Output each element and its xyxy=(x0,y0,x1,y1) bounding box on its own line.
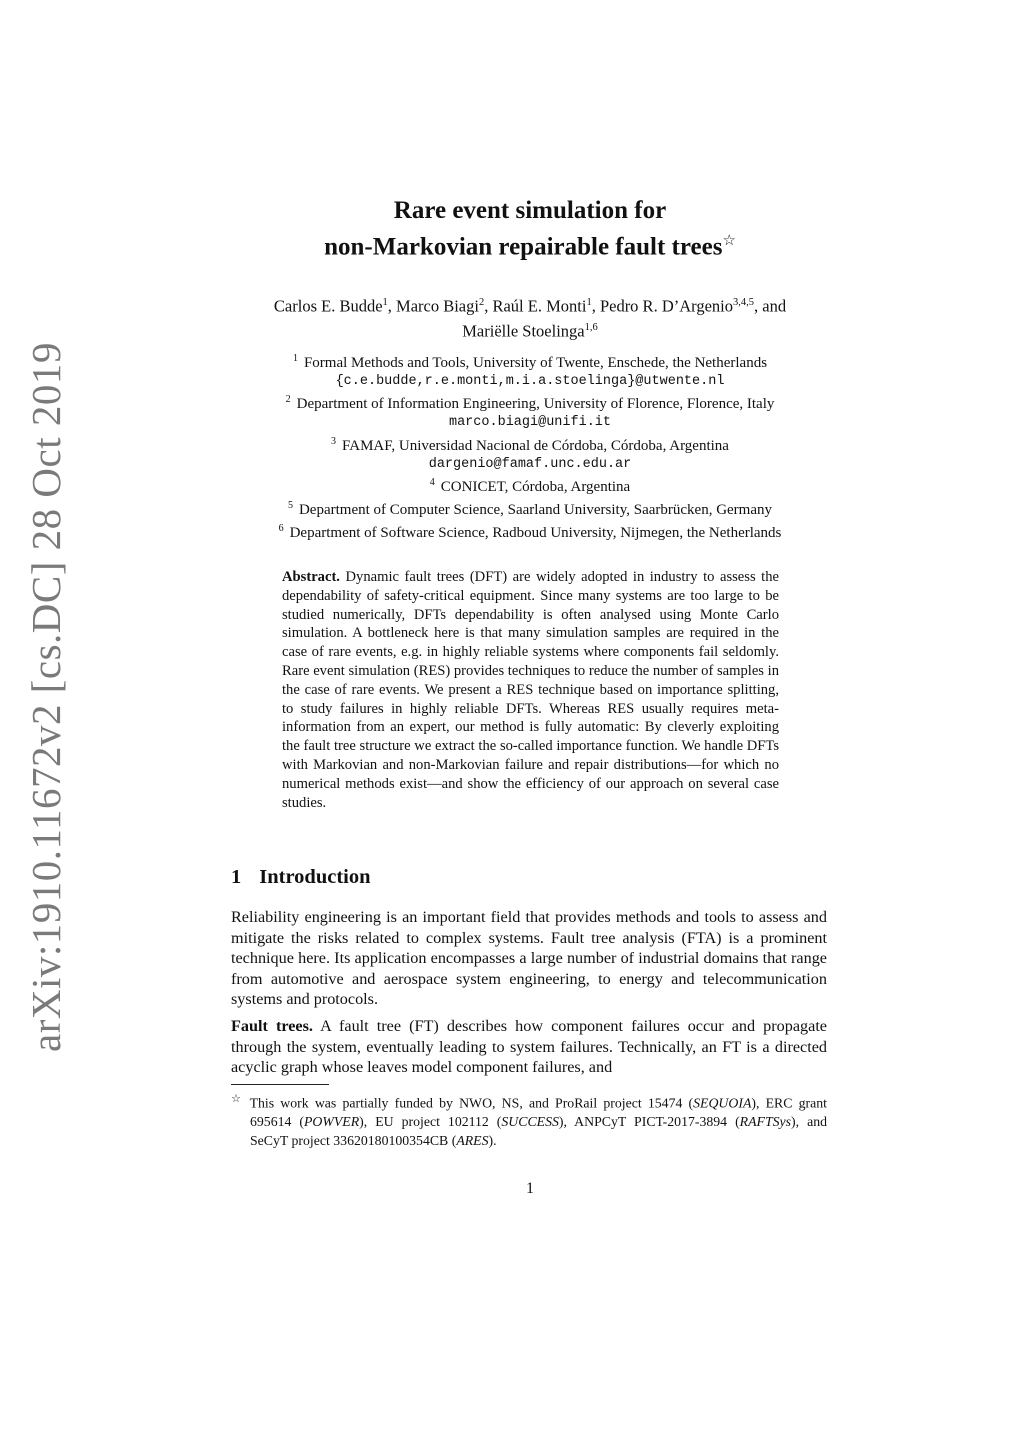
title-line-2 xyxy=(230,226,830,262)
author-name: Raúl E. Monti xyxy=(492,296,587,316)
affiliation-email: dargenio@famaf.unc.edu.ar xyxy=(428,456,632,472)
affiliation-text: Department of Software Science, Radboud University, Nijmegen, the Netherlands xyxy=(289,524,782,541)
affiliation-number: 3 xyxy=(331,435,337,447)
affiliation-number: 1 xyxy=(292,353,298,364)
affiliation xyxy=(230,474,830,497)
footnote xyxy=(231,1090,827,1150)
section-number: 1 xyxy=(231,866,242,888)
affiliation xyxy=(230,433,830,456)
author-name: Marco Biagi xyxy=(396,296,479,316)
paper-title xyxy=(230,195,830,262)
affiliation-number: 5 xyxy=(287,499,293,511)
introduction-body xyxy=(231,907,827,1084)
affiliation-text: Department of Information Engineering, University of Florence, Florence, Italy xyxy=(296,396,775,413)
author-name: Mariëlle Stoelinga xyxy=(462,321,585,340)
author-name: Carlos E. Budde xyxy=(273,296,383,316)
abstract-body: Dynamic fault trees (DFT) are widely adopted in industry to assess the dependability of safety-critical equipment. Since many systems are too large to be studied numerically, DFTs dependability is often analysed using Monte Carlo simulation. A bottleneck here is that many simulation samples are required in the case of rare events, e.g. in highly reliable systems where components fail seldomly. Rare event simulation (RES) provides techniques to reduce the number of samples in the case of rare events. We present a RES technique based on importance splitting, to study failures in highly reliable DFTs. Whereas RES usually requires meta-information from an expert, our method is fully automatic: By cleverly exploiting the fault tree structure we extract the so-called importance function. We handle DFTs with Markovian and non-Markovian failure and repair distributions—for which no numerical methods exist—and show the efficiency of our approach on several case studies. xyxy=(282,569,779,811)
author-affiliation-mark: 2 xyxy=(478,297,485,308)
author-affiliation-mark: 1,6 xyxy=(584,321,598,333)
section-title: Introduction xyxy=(259,866,371,888)
paragraph xyxy=(231,1016,827,1078)
title-line-1: Rare event simulation for xyxy=(393,197,667,224)
title-star-footnote-mark: ☆ xyxy=(722,233,736,249)
affiliation xyxy=(230,520,830,543)
author-affiliation-mark: 3,4,5 xyxy=(733,297,754,308)
footnote-text: ), and SeCyT project 33620180100354CB ( xyxy=(250,1114,827,1148)
footnote-star-mark: ☆ xyxy=(231,1093,244,1105)
affiliation-email: {c.e.budde,r.e.monti,m.i.a.stoelinga}@utwente.nl xyxy=(335,373,725,389)
paragraph-text: A fault tree (FT) describes how component failures occur and propagate through the system, eventually leading to system failures. Technically, an FT is a directed acyclic graph whose leaves model component failures, and xyxy=(231,1016,827,1077)
page-number: 1 xyxy=(526,1180,534,1197)
arxiv-identifier-stamp: arXiv:1910.11672v2 [cs.DC] 28 Oct 2019 xyxy=(23,342,69,1052)
footnote-project-name: RAFTSys xyxy=(739,1114,792,1130)
footnote-text: ), ERC grant 695614 ( xyxy=(250,1095,827,1130)
abstract-heading: Abstract. xyxy=(282,569,340,585)
abstract xyxy=(282,568,779,812)
affiliation-email: marco.biagi@unifi.it xyxy=(448,415,612,431)
affiliation xyxy=(230,350,830,373)
affiliation-list xyxy=(230,350,830,542)
section-heading xyxy=(231,866,371,889)
footnote-rule xyxy=(231,1084,329,1085)
footnote-text: This work was partially funded by NWO, NS, and ProRail project 15474 ( xyxy=(249,1095,694,1111)
affiliation-number: 2 xyxy=(285,394,291,406)
affiliation xyxy=(230,497,830,520)
footnote-project-name: POWVER xyxy=(304,1114,360,1130)
footnote-text: ), EU project 102112 ( xyxy=(359,1114,502,1130)
affiliation-text: CONICET, Córdoba, Argentina xyxy=(440,479,631,496)
affiliation-text: Formal Methods and Tools, University of Twente, Enschede, the Netherlands xyxy=(303,355,768,371)
author-conjunction: , and xyxy=(754,296,787,316)
affiliation-text: Department of Computer Science, Saarland University, Saarbrücken, Germany xyxy=(298,501,773,518)
paragraph: Reliability engineering is an important field that provides methods and tools to assess and mitigate the risks related to complex systems. Fault tree analysis (FTA) is a prominent technique here. Its application encompasses a large number of industrial domains that range from automotive and aerospace system engineering, to energy and telecommunication systems and protocols. xyxy=(231,908,827,1009)
footnote-project-name: SUCCESS xyxy=(501,1114,559,1130)
footnote-project-name: SEQUOIA xyxy=(693,1095,752,1111)
author-affiliation-mark: 1 xyxy=(586,297,592,308)
affiliation xyxy=(230,391,830,414)
paragraph-heading: Fault trees. xyxy=(231,1016,313,1035)
author-affiliation-mark: 1 xyxy=(382,297,388,308)
footnote-text: ), ANPCyT PICT-2017-3894 ( xyxy=(558,1114,740,1130)
author-list: Carlos E. Budde$^1$, Marco Biagi$^2$, Raúl E. Monti$^1$, Pedro R. D’Argenio$^{3,4,5}$, and Mariëlle Stoelinga$^{1,6}$ xyxy=(273,296,787,340)
affiliation-text: FAMAF, Universidad Nacional de Córdoba, Córdoba, Argentina xyxy=(342,437,729,454)
footnote-project-name: ARES xyxy=(456,1132,489,1148)
title-line-2-text: non-Markovian repairable fault trees xyxy=(324,233,723,261)
footnote-text: ). xyxy=(488,1132,497,1148)
author-name: Pedro R. D’Argenio xyxy=(599,296,733,316)
affiliation-number: 6 xyxy=(278,522,284,534)
affiliation-number: 4 xyxy=(429,477,435,489)
